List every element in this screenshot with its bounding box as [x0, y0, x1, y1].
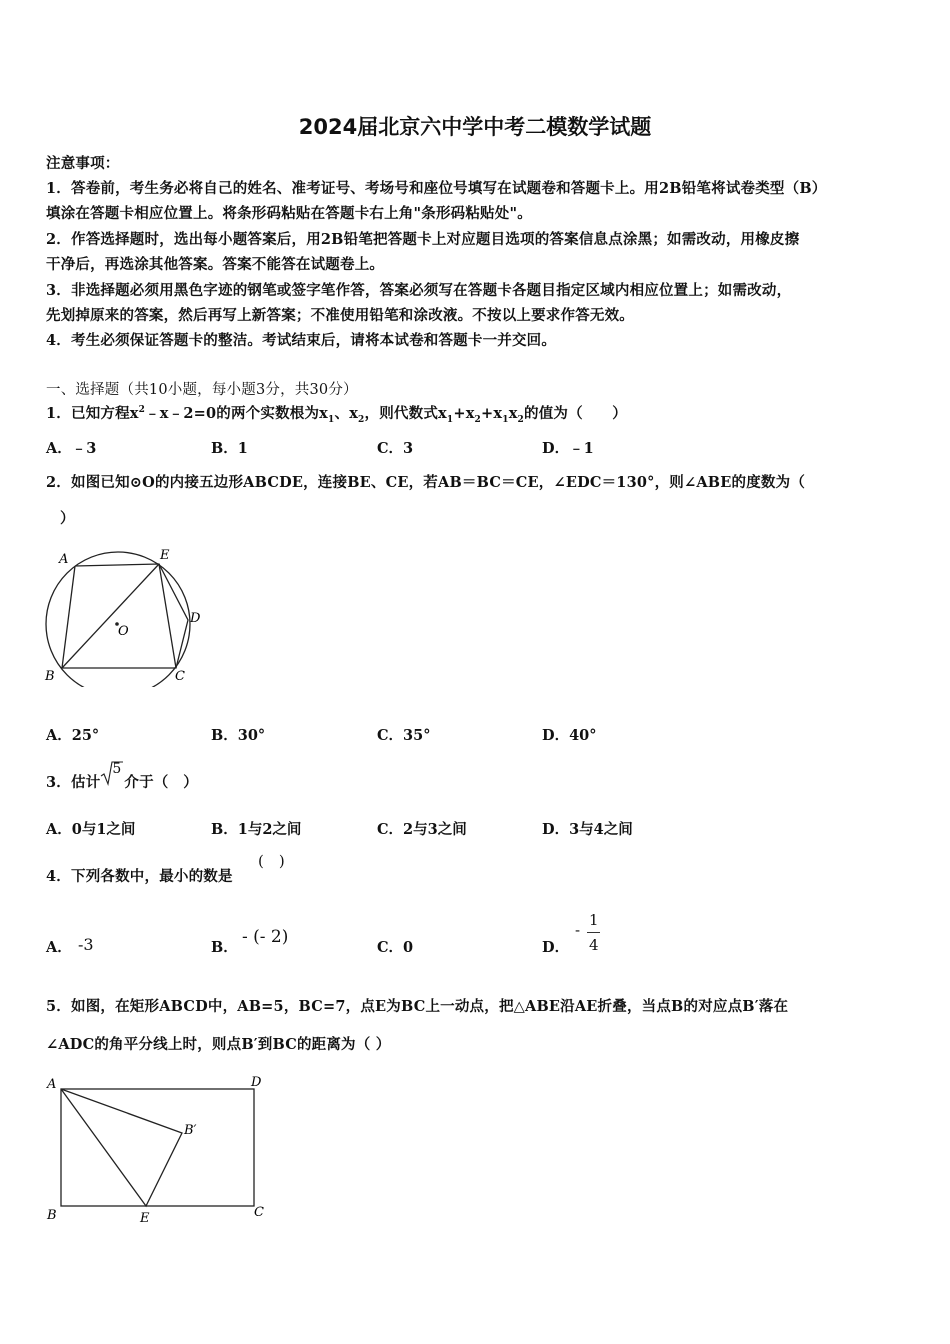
- q2-option-c: C．35°: [377, 727, 431, 744]
- rectangle-fold-figure: [40, 1070, 280, 1230]
- question-1: 1．已知方程$x^2﹣x﹣2=0$的两个实数根为$x_1$、$x_2$，则代数式$x_1+x_2+x_1x_2$的值为（ ）: [46, 405, 627, 425]
- question-4: 4．下列各数中，最小的数是: [46, 868, 233, 885]
- label-c: C: [175, 669, 185, 684]
- section-heading: 一、选择题（共10小题，每小题3分，共30分）: [46, 382, 358, 398]
- q2-option-a: A．25°: [46, 727, 100, 744]
- sqrt-symbol: 5: [100, 771, 124, 789]
- label-b-prime: B′: [184, 1123, 197, 1138]
- label-e: E: [160, 548, 170, 563]
- q1-option-c: C．3: [377, 440, 414, 457]
- label-c: C: [254, 1205, 264, 1220]
- notice-heading: 注意事项：: [46, 155, 120, 172]
- label-a: A: [47, 1077, 57, 1092]
- label-e: E: [140, 1211, 150, 1226]
- q4-option-b-label: B．: [211, 939, 238, 956]
- q3-option-a: A．0与1之间: [46, 821, 136, 838]
- q4-option-b-value: - (- 2): [242, 927, 289, 947]
- label-d: D: [251, 1075, 262, 1090]
- q1-option-b: B．1: [211, 440, 248, 457]
- question-3: 3．估计 5 介于（ ）: [46, 761, 198, 791]
- page-title: 2024届北京六中学中考二模数学试题: [298, 115, 652, 139]
- q3-option-c: C．2与3之间: [377, 821, 467, 838]
- question-5-line-1: 5．如图，在矩形ABCD中，AB=5，BC=7，点E为BC上一动点，把△ABE沿AE折叠，当点B的对应点B′落在: [46, 998, 789, 1015]
- notice-line: 4．考生必须保证答题卡的整洁。考试结束后，请将本试卷和答题卡一并交回。: [46, 332, 557, 349]
- q4-option-d-sign: -: [575, 921, 581, 939]
- q1-option-d: D．﹣1: [542, 440, 594, 457]
- notice-line: 1．答卷前，考生务必将自己的姓名、准考证号、考场号和座位号填写在试题卷和答题卡上。用2B铅笔将试卷类型（B）: [46, 180, 827, 197]
- q3-option-b: B．1与2之间: [211, 821, 302, 838]
- question-5-line-2: ∠ADC的角平分线上时，则点B′到BC的距离为（ ）: [46, 1036, 391, 1053]
- label-b: B: [47, 1208, 57, 1223]
- label-d: D: [190, 611, 201, 626]
- fraction-bar: [587, 932, 600, 933]
- q4-option-a-value: -3: [78, 935, 94, 954]
- label-o: O: [118, 624, 129, 639]
- notice-line: 2．作答选择题时，选出每小题答案后，用2B铅笔把答题卡上对应题目选项的答案信息点涂黑；如需改动，用橡皮擦: [46, 231, 800, 248]
- q4-option-a-label: A．: [46, 939, 72, 956]
- q3-option-d: D．3与4之间: [542, 821, 633, 838]
- q4-option-c: C．0: [377, 939, 414, 956]
- q2-option-d: D．40°: [542, 727, 597, 744]
- notice-line: 干净后，再选涂其他答案。答案不能答在试题卷上。: [46, 256, 385, 273]
- q4-option-d-numerator: 1: [589, 911, 599, 929]
- q4-option-d-label: D．: [542, 939, 570, 956]
- q2-option-b: B．30°: [211, 727, 266, 744]
- circle-pentagon-figure: [40, 542, 210, 687]
- question-2-line-2: ）: [60, 510, 75, 527]
- question-2-line-1: 2．如图已知⊙O的内接五边形ABCDE，连接BE、CE，若AB＝BC＝CE，∠EDC＝130°，则∠ABE的度数为（: [46, 474, 806, 491]
- q4-paren: ( ): [258, 852, 285, 870]
- notice-line: 填涂在答题卡相应位置上。将条形码粘贴在答题卡右上角"条形码粘贴处"。: [46, 205, 532, 222]
- notice-line: 先划掉原来的答案，然后再写上新答案；不准使用铅笔和涂改液。不按以上要求作答无效。: [46, 307, 634, 324]
- q1-option-a: A．﹣3: [46, 440, 97, 457]
- notice-line: 3．非选择题必须用黑色字迹的钢笔或签字笔作答，答案必须写在答题卡各题目指定区域内相应位置上；如需改动，: [46, 282, 792, 299]
- label-a: A: [59, 552, 69, 567]
- q4-option-d-denominator: 4: [589, 936, 599, 954]
- label-b: B: [45, 669, 55, 684]
